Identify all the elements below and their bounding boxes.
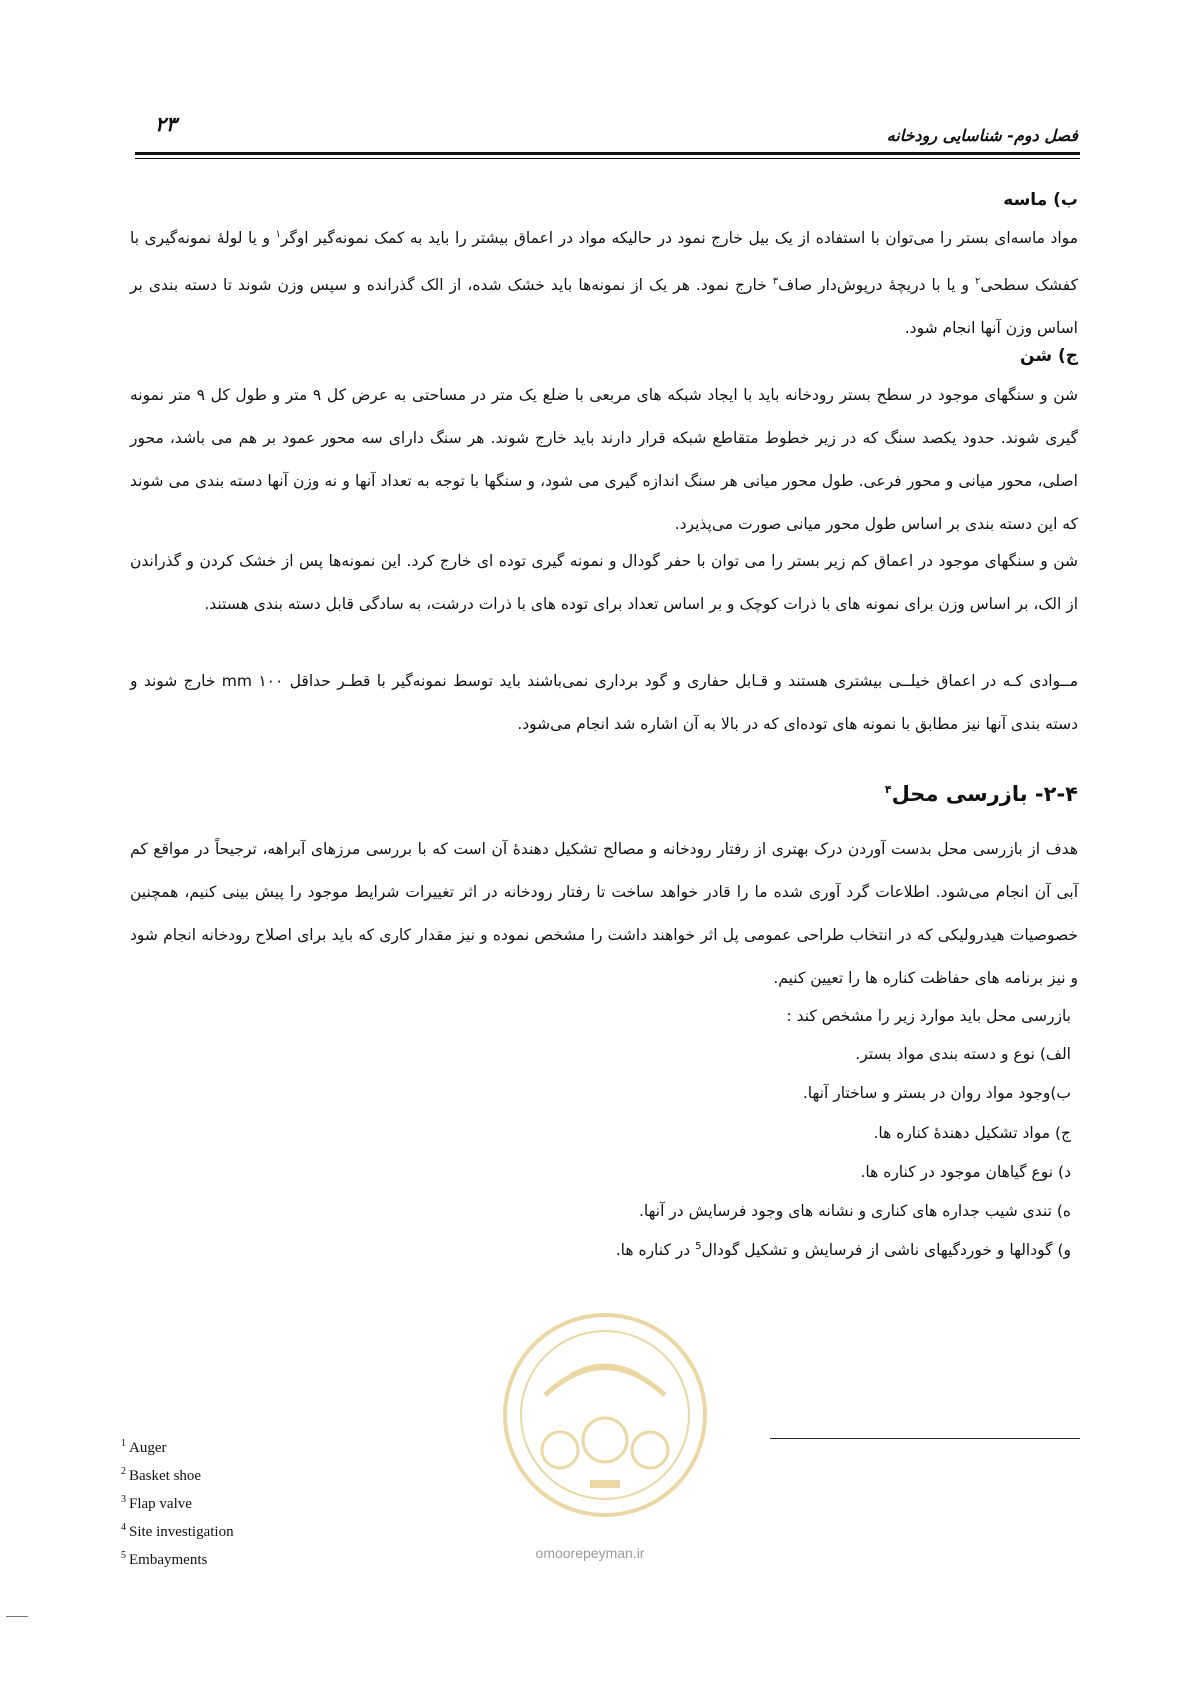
heading-sand: ب) ماسه [1003, 190, 1078, 210]
list-item-a: الف) نوع و دسته بندی مواد بستر. [855, 1045, 1071, 1063]
page-corner-mark [6, 1616, 28, 1617]
footnote-5: $^5$ Embayments [121, 1550, 208, 1568]
footnote-1: $^1$ Auger [121, 1438, 167, 1456]
footnote-4: $^4$ Site investigation [121, 1522, 234, 1540]
list-item-d: د) نوع گیاهان موجود در کناره ها. [860, 1163, 1071, 1181]
list-item-b: ب)وجود مواد روان در بستر و ساختار آنها. [802, 1084, 1071, 1102]
header-rule-thick [135, 152, 1080, 155]
list-item-f: و) گودالها و خوردگیهای ناشی از فرسایش و تشکیل گودال$^5$ در کناره ها. [615, 1241, 1071, 1260]
footnote-ref-2: ۲ [975, 276, 981, 288]
paragraph-site-1: هدف از بازرسی محل بدست آوردن درک بهتری از رفتار رودخانه و مصالح تشکیل دهندهٔ آن است که با بررسی مرزهای آبراهه، ترجیحاً در مواقع کم آبی آن انجام می‌شود. اطلاعات گرد آوری شده ما را قادر خواهد ساخت تا رفتار رودخانه در اثر تغییرات شرایط موجود را پیش بینی کنیم، همچنین خصوصیات هیدرولیکی که در انتخاب طراحی عمومی پل اثر خواهند داشت را مشخص نموده و نیز مقدار کاری که باید برای اصلاح رودخانه انجام شود و نیز برنامه های حفاظت کناره ها را تعیین کنیم. [130, 840, 1078, 987]
footnote-rule [770, 1438, 1080, 1439]
list-item-e: ه) تندی شیب جداره های کناری و نشانه های وجود فرسایش در آنها. [638, 1202, 1071, 1220]
footnote-2: $^2$ Basket shoe [121, 1466, 202, 1484]
watermark-url: omoorepeyman.ir [535, 1545, 645, 1561]
paragraph-sand: مواد ماسه‌ای بستر را می‌توان با استفاده از یک بیل خارج نمود در حالیکه مواد در اعماق بیشتر را باید به کمک نمونه‌گیر اوگر$^۱$ و یا لولهٔ نمونه‌گیری با کفشک سطحی$^۲$ و یا با دریچهٔ درپوش‌دار صاف$^۳$ خارج نمود. هر یک از نمونه‌ها باید خشک شده، از الک گذرانده و سپس وزن شوند تا دسته بندی بر اساس وزن آنها انجام شود. [130, 229, 1078, 338]
heading-site-investigation: ۲-۴- بازرسی محل$^۴$ [884, 782, 1078, 806]
footnote-3: $^3$ Flap valve [121, 1494, 192, 1512]
footnote-ref-1: ۱ [275, 229, 281, 240]
list-item-c: ج) مواد تشکیل دهندهٔ کناره ها. [873, 1124, 1071, 1142]
footnotes [121, 1432, 234, 1572]
page-number: ۲۳ [155, 112, 177, 136]
watermark-seal-icon [490, 1300, 720, 1530]
footnote-ref-5: 5 [695, 1241, 702, 1252]
paragraph-gravel-3: مــوادی کـه در اعماق خیلــی بیشتری هستند و قـابل حفاری و گود برداری نمی‌باشند باید توسط نمونه‌گیر با قطـر حداقل ۱۰۰ mm خارج شوند و دسته بندی آنها نیز مطابق با نمونه های توده‌ای که در بالا به آن اشاره شد انجام می‌شود. [130, 672, 1078, 733]
heading-gravel: ج) شن [1020, 346, 1078, 366]
paragraph-gravel-2: شن و سنگهای موجود در اعماق کم زیر بستر را می توان با حفر گودال و نمونه گیری توده ای خارج کرد. این نمونه‌ها پس از خشک کردن و گذراندن از الک، بر اساس وزن برای نمونه های با ذرات کوچک و بر اساس تعداد برای توده های با ذرات درشت، به سادگی قابل دسته بندی هستند. [130, 552, 1078, 613]
header-rule-thin [135, 158, 1080, 159]
paragraph-gravel-1: شن و سنگهای موجود در سطح بستر رودخانه باید با ایجاد شبکه های مربعی با ضلع یک متر در مساحتی به عرض کل ۹ متر و طول کل ۹ متر نمونه گیری شوند. حدود یکصد سنگ که در زیر خطوط متقاطع شبکه قرار دارند باید خارج شوند. هر سنگ دارای سه محور عمود بر هم می باشد، محور اصلی، محور میانی و محور فرعی. طول محور میانی هر سنگ اندازه گیری می شود، و سنگها با توجه به تعداد آنها و نه وزن آنها دسته بندی می شوند که این دسته بندی بر اساس طول محور میانی صورت می‌پذیرد. [130, 386, 1078, 533]
footnote-ref-3: ۳ [772, 276, 779, 288]
footnote-ref-4: ۴ [884, 783, 892, 796]
running-header: فصل دوم- شناسایی رودخانه [886, 126, 1078, 145]
site-intro: بازرسی محل باید موارد زیر را مشخص کند : [786, 1007, 1071, 1025]
